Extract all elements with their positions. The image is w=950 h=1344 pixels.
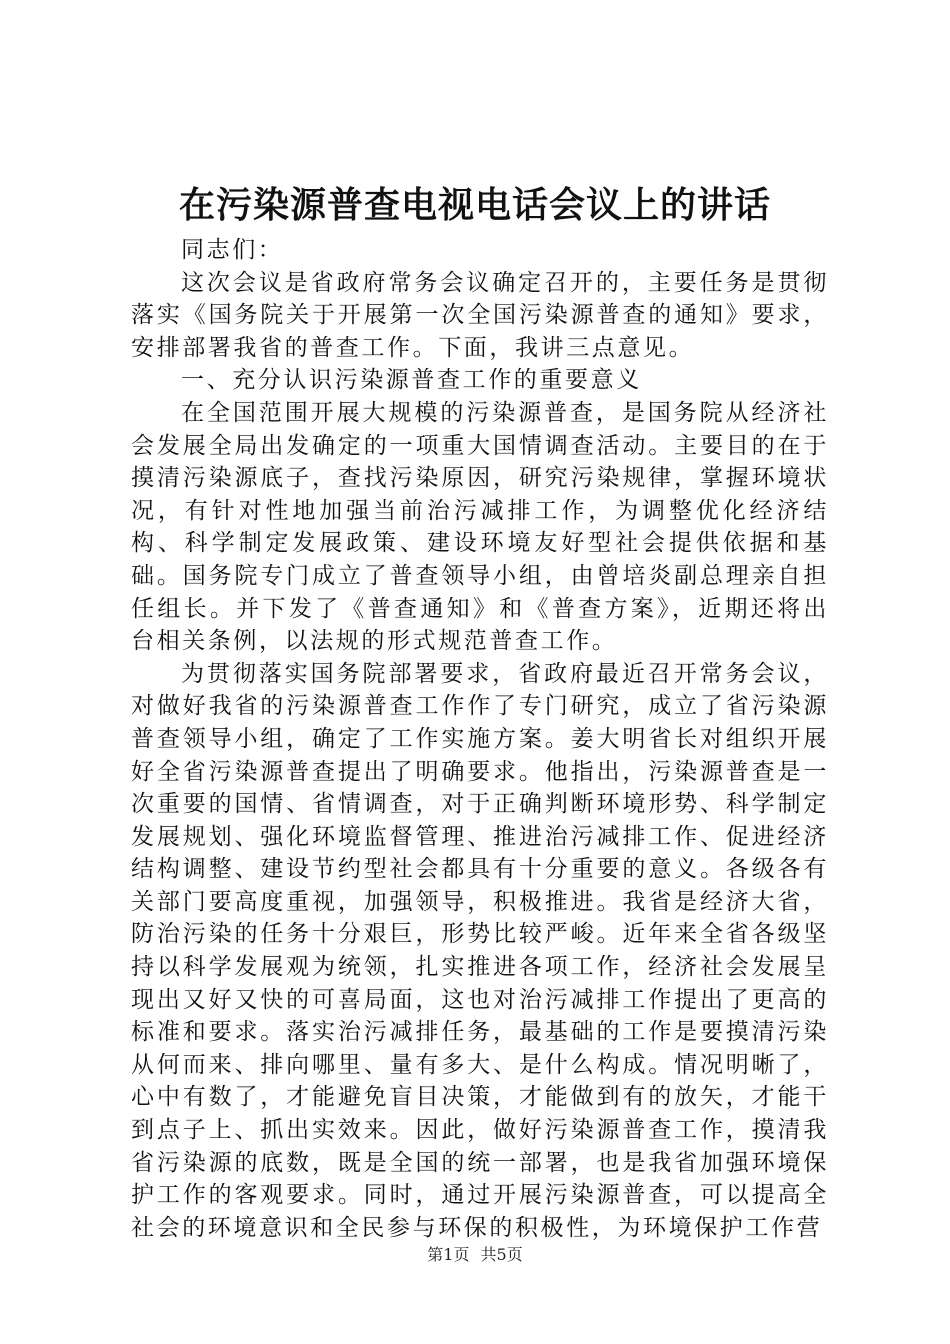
section-heading: 一、充分认识污染源普查工作的重要意义 (181, 367, 642, 394)
intro-paragraph: 这次会议是省政府常务会议确定召开的，主要任务是贯彻落实《国务院关于开展第一次全国污染源普查的通知》要求，安排部署我省的普查工作。下面，我讲三点意见。 (131, 269, 829, 361)
document-title: 在污染源普查电视电话会议上的讲话 (178, 184, 771, 226)
page-total: 共5页 (480, 1245, 523, 1264)
body-paragraph: 在全国范围开展大规模的污染源普查，是国务院从经济社会发展全局出发确定的一项重大国情调查活动。主要目的在于摸清污染源底子，查找污染原因，研究污染规律，掌握环境状况，有针对性地加强当前治污减排工作，为调整优化经济结构、科学制定发展政策、建设环境友好型社会提供依据和基础。国务院专门成立了普查领导小组，由曾培炎副总理亲自担任组长。并下发了《普查通知》和《普查方案》，近期还将出台相关条例，以法规的形式规范普查工作。 (131, 399, 829, 655)
page-footer (0, 1243, 950, 1267)
salutation-paragraph: 同志们： (181, 237, 284, 263)
page-number: 第1页 (427, 1245, 470, 1264)
body-paragraph: 为贯彻落实国务院部署要求，省政府最近召开常务会议，对做好我省的污染源普查工作作了专门研究，成立了省污染源普查领导小组，确定了工作实施方案。姜大明省长对组织开展好全省污染源普查提出了明确要求。他指出，污染源普查是一次重要的国情、省情调查，对于正确判断环境形势、科学制定发展规划、强化环境监督管理、推进治污减排工作、促进经济结构调整、建设节约型社会都具有十分重要的意义。各级各有关部门要高度重视，加强领导，积极推进。我省是经济大省，防治污染的任务十分艰巨，形势比较严峻。近年来全省各级坚持以科学发展观为统领，扎实推进各项工作，经济社会发展呈现出又好又快的可喜局面，这也对治污减排工作提出了更高的标准和要求。落实治污减排任务，最基础的工作是要摸清污染从何而来、排向哪里、量有多大、是什么构成。情况明晰了，心中有数了，才能避免盲目决策，才能做到有的放矢，才能干到点子上、抓出实效来。因此，做好污染源普查工作，摸清我省污染源的底数，既是全国的统一部署，也是我省加强环境保护工作的客观要求。同时，通过开展污染源普查，可以提高全社会的环境意识和全民参与环保的积极性，为环境保护工作营 (131, 660, 829, 1241)
document-body (131, 234, 829, 1244)
